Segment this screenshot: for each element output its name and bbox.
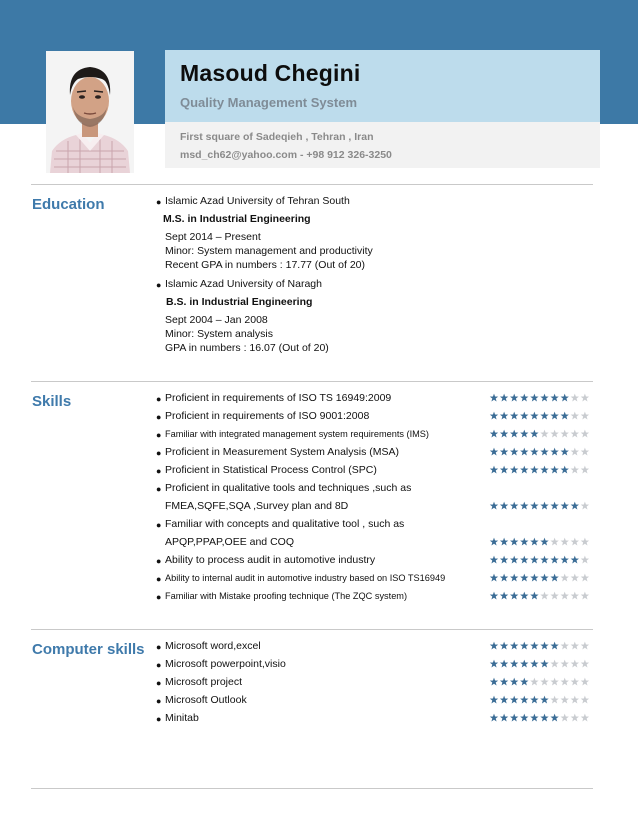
star-filled-icon [530, 574, 538, 582]
star-filled-icon [520, 714, 528, 722]
star-filled-icon [490, 556, 498, 564]
star-filled-icon [520, 466, 528, 474]
star-empty-icon [581, 714, 589, 722]
star-filled-icon [530, 448, 538, 456]
star-filled-icon [530, 466, 538, 474]
star-filled-icon [510, 642, 518, 650]
star-filled-icon [520, 394, 528, 402]
star-empty-icon [581, 642, 589, 650]
star-filled-icon [510, 502, 518, 510]
edu-minor: Minor: System management and productivity [165, 245, 373, 257]
star-empty-icon [550, 660, 558, 668]
star-filled-icon [490, 466, 498, 474]
star-filled-icon [550, 502, 558, 510]
skill-rating [489, 501, 591, 511]
bullet: ● [156, 430, 162, 440]
computer-skill-text: Microsoft powerpoint,visio [165, 658, 286, 670]
star-empty-icon [581, 592, 589, 600]
name-box [165, 50, 600, 122]
star-filled-icon [490, 574, 498, 582]
star-filled-icon [530, 592, 538, 600]
star-filled-icon [500, 430, 508, 438]
address-text: First square of Sadeqieh , Tehran , Iran [180, 131, 374, 143]
star-filled-icon [530, 412, 538, 420]
star-filled-icon [530, 696, 538, 704]
star-empty-icon [581, 502, 589, 510]
star-filled-icon [540, 394, 548, 402]
star-filled-icon [490, 394, 498, 402]
star-filled-icon [561, 556, 569, 564]
divider [31, 381, 593, 382]
star-empty-icon [581, 394, 589, 402]
skill-text: Proficient in Statistical Process Control (SPC) [165, 464, 377, 476]
star-filled-icon [490, 592, 498, 600]
star-filled-icon [530, 556, 538, 564]
star-filled-icon [490, 502, 498, 510]
star-empty-icon [581, 660, 589, 668]
star-filled-icon [571, 556, 579, 564]
bullet: ● [156, 394, 162, 404]
star-filled-icon [520, 574, 528, 582]
star-filled-icon [540, 714, 548, 722]
bullet: ● [156, 466, 162, 476]
star-filled-icon [500, 660, 508, 668]
skill-text: Proficient in qualitative tools and techniques ,such as [165, 482, 412, 494]
bullet: ● [156, 280, 162, 290]
edu-degree: M.S. in Industrial Engineering [163, 213, 311, 225]
star-empty-icon [561, 678, 569, 686]
star-empty-icon [561, 592, 569, 600]
star-empty-icon [571, 430, 579, 438]
star-filled-icon [500, 574, 508, 582]
star-filled-icon [500, 502, 508, 510]
star-empty-icon [550, 678, 558, 686]
star-empty-icon [571, 660, 579, 668]
star-filled-icon [510, 592, 518, 600]
star-filled-icon [550, 466, 558, 474]
skill-text: Familiar with concepts and qualitative tool , such as [165, 518, 405, 530]
star-filled-icon [490, 448, 498, 456]
computer-skill-text: Microsoft Outlook [165, 694, 247, 706]
star-filled-icon [561, 466, 569, 474]
computer-skill-text: Microsoft project [165, 676, 243, 688]
edu-school: Islamic Azad University of Tehran South [165, 195, 350, 207]
star-empty-icon [530, 678, 538, 686]
star-filled-icon [561, 502, 569, 510]
skill-rating [489, 573, 591, 583]
star-filled-icon [510, 430, 518, 438]
star-filled-icon [500, 696, 508, 704]
computer-skill-rating [489, 677, 591, 687]
star-filled-icon [520, 696, 528, 704]
star-filled-icon [500, 642, 508, 650]
star-empty-icon [581, 678, 589, 686]
star-empty-icon [571, 538, 579, 546]
bullet: ● [156, 642, 162, 652]
star-filled-icon [490, 412, 498, 420]
computer-skill-rating [489, 695, 591, 705]
computer-skill-rating [489, 641, 591, 651]
skills-title: Skills [32, 393, 72, 410]
star-filled-icon [550, 448, 558, 456]
star-filled-icon [530, 502, 538, 510]
bullet: ● [156, 660, 162, 670]
star-empty-icon [581, 466, 589, 474]
skill-text: Familiar with Mistake proofing technique (The ZQC system) [165, 591, 408, 601]
bullet: ● [156, 484, 162, 494]
contact-text: msd_ch62@yahoo.com - +98 912 326-3250 [180, 149, 392, 161]
star-filled-icon [550, 714, 558, 722]
bullet: ● [156, 714, 162, 724]
star-empty-icon [581, 448, 589, 456]
person-subtitle: Quality Management System [180, 95, 357, 110]
star-filled-icon [490, 642, 498, 650]
bullet: ● [156, 592, 162, 602]
star-filled-icon [540, 574, 548, 582]
contact-box [165, 122, 600, 168]
star-filled-icon [550, 574, 558, 582]
star-empty-icon [581, 556, 589, 564]
star-empty-icon [540, 430, 548, 438]
edu-degree: B.S. in Industrial Engineering [166, 296, 313, 308]
star-filled-icon [550, 412, 558, 420]
star-filled-icon [510, 556, 518, 564]
skill-rating [489, 411, 591, 421]
star-filled-icon [550, 394, 558, 402]
star-filled-icon [510, 678, 518, 686]
star-filled-icon [520, 412, 528, 420]
star-filled-icon [510, 660, 518, 668]
edu-minor: Minor: System analysis [165, 328, 273, 340]
star-filled-icon [561, 394, 569, 402]
star-filled-icon [510, 448, 518, 456]
star-empty-icon [571, 592, 579, 600]
bullet: ● [156, 197, 162, 207]
star-empty-icon [561, 538, 569, 546]
star-empty-icon [581, 538, 589, 546]
star-filled-icon [540, 642, 548, 650]
bullet: ● [156, 520, 162, 530]
star-empty-icon [571, 394, 579, 402]
skill-text-continued: FMEA,SQFE,SQA ,Survey plan and 8D [165, 500, 349, 512]
star-empty-icon [561, 696, 569, 704]
star-filled-icon [520, 642, 528, 650]
star-empty-icon [581, 412, 589, 420]
star-filled-icon [561, 412, 569, 420]
star-filled-icon [520, 556, 528, 564]
divider [31, 629, 593, 630]
skill-rating [489, 447, 591, 457]
star-filled-icon [530, 430, 538, 438]
star-filled-icon [490, 660, 498, 668]
computer-skills-title: Computer skills [32, 641, 145, 658]
bullet: ● [156, 696, 162, 706]
star-empty-icon [571, 448, 579, 456]
star-filled-icon [520, 538, 528, 546]
star-empty-icon [561, 574, 569, 582]
star-filled-icon [500, 678, 508, 686]
bullet: ● [156, 678, 162, 688]
star-empty-icon [540, 678, 548, 686]
star-filled-icon [510, 412, 518, 420]
star-empty-icon [571, 696, 579, 704]
computer-skill-rating [489, 713, 591, 723]
star-filled-icon [510, 394, 518, 402]
star-empty-icon [561, 714, 569, 722]
bullet: ● [156, 556, 162, 566]
computer-skill-text: Minitab [165, 712, 199, 724]
star-filled-icon [490, 678, 498, 686]
star-empty-icon [550, 430, 558, 438]
star-filled-icon [550, 556, 558, 564]
star-filled-icon [500, 592, 508, 600]
star-filled-icon [530, 538, 538, 546]
star-filled-icon [490, 714, 498, 722]
star-empty-icon [571, 678, 579, 686]
star-filled-icon [510, 714, 518, 722]
skill-text: Familiar with integrated management system requirements (IMS) [165, 429, 429, 439]
star-empty-icon [561, 660, 569, 668]
star-filled-icon [500, 412, 508, 420]
star-empty-icon [571, 466, 579, 474]
skill-text: Proficient in Measurement System Analysis (MSA) [165, 446, 399, 458]
star-filled-icon [520, 448, 528, 456]
bullet: ● [156, 448, 162, 458]
star-filled-icon [510, 696, 518, 704]
star-filled-icon [500, 394, 508, 402]
star-filled-icon [510, 574, 518, 582]
bullet: ● [156, 574, 162, 584]
star-filled-icon [550, 642, 558, 650]
skill-text: Ability to process audit in automotive industry [165, 554, 376, 566]
computer-skill-rating [489, 659, 591, 669]
star-empty-icon [571, 714, 579, 722]
edu-dates: Sept 2004 – Jan 2008 [165, 314, 268, 326]
star-filled-icon [510, 466, 518, 474]
divider [31, 184, 593, 185]
skill-rating [489, 465, 591, 475]
star-filled-icon [530, 642, 538, 650]
star-empty-icon [550, 696, 558, 704]
star-filled-icon [520, 502, 528, 510]
star-filled-icon [561, 448, 569, 456]
star-filled-icon [530, 660, 538, 668]
star-filled-icon [520, 660, 528, 668]
star-empty-icon [571, 642, 579, 650]
skill-rating [489, 429, 591, 439]
star-filled-icon [540, 660, 548, 668]
star-empty-icon [581, 430, 589, 438]
bullet: ● [156, 412, 162, 422]
star-empty-icon [561, 642, 569, 650]
star-filled-icon [490, 538, 498, 546]
person-name: Masoud Chegini [180, 60, 361, 86]
computer-skill-text: Microsoft word,excel [165, 640, 261, 652]
skill-rating [489, 393, 591, 403]
skill-rating [489, 555, 591, 565]
skill-text: Proficient in requirements of ISO 9001:2008 [165, 410, 370, 422]
star-filled-icon [510, 538, 518, 546]
edu-dates: Sept 2014 – Present [165, 231, 261, 243]
profile-photo [46, 51, 134, 173]
star-filled-icon [500, 538, 508, 546]
edu-school: Islamic Azad University of Naragh [165, 278, 322, 290]
skill-text: Proficient in requirements of ISO TS 16949:2009 [165, 392, 392, 404]
star-empty-icon [540, 592, 548, 600]
star-filled-icon [520, 678, 528, 686]
star-filled-icon [500, 556, 508, 564]
skill-rating [489, 591, 591, 601]
star-filled-icon [540, 502, 548, 510]
star-filled-icon [490, 696, 498, 704]
star-filled-icon [530, 714, 538, 722]
edu-gpa: GPA in numbers : 16.07 (Out of 20) [165, 342, 329, 354]
star-filled-icon [520, 430, 528, 438]
star-filled-icon [490, 430, 498, 438]
edu-gpa: Recent GPA in numbers : 17.77 (Out of 20) [165, 259, 365, 271]
star-filled-icon [500, 714, 508, 722]
skill-text: Ability to internal audit in automotive industry based on ISO TS16949 [165, 573, 446, 583]
star-filled-icon [520, 592, 528, 600]
star-filled-icon [530, 394, 538, 402]
skill-rating [489, 537, 591, 547]
star-filled-icon [540, 696, 548, 704]
star-filled-icon [540, 538, 548, 546]
star-empty-icon [550, 592, 558, 600]
star-filled-icon [540, 412, 548, 420]
star-empty-icon [571, 412, 579, 420]
star-filled-icon [500, 466, 508, 474]
divider [31, 788, 593, 789]
star-empty-icon [550, 538, 558, 546]
star-empty-icon [561, 430, 569, 438]
star-empty-icon [581, 574, 589, 582]
star-empty-icon [571, 574, 579, 582]
star-filled-icon [540, 448, 548, 456]
star-filled-icon [500, 448, 508, 456]
skill-text-continued: APQP,PPAP,OEE and COQ [165, 536, 294, 548]
star-filled-icon [540, 556, 548, 564]
star-empty-icon [581, 696, 589, 704]
education-title: Education [32, 196, 105, 213]
star-filled-icon [540, 466, 548, 474]
star-filled-icon [571, 502, 579, 510]
